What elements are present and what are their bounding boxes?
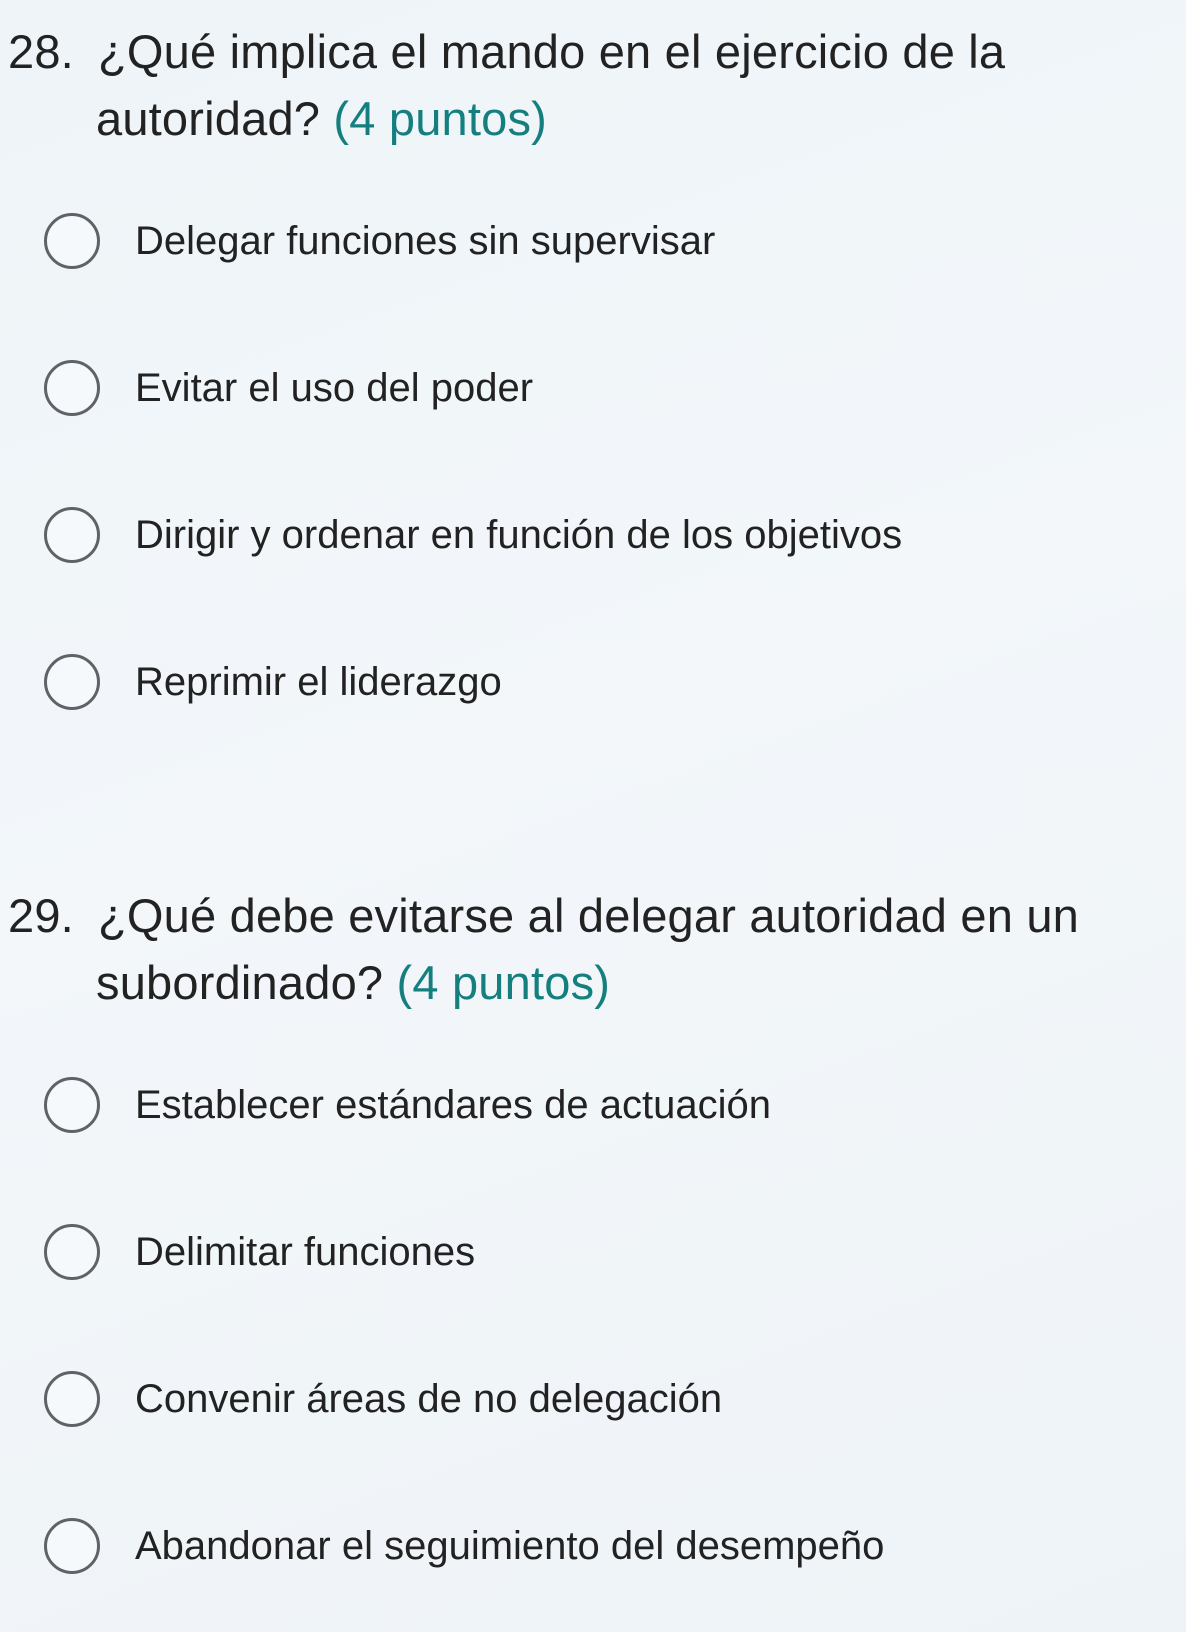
question-29-number: 29. — [8, 889, 74, 942]
question-28-text-line2: autoridad? — [96, 92, 321, 145]
question-28-number: 28. — [8, 25, 74, 78]
radio-button[interactable] — [44, 360, 100, 416]
q28-option-3[interactable] — [44, 505, 1144, 565]
radio-button[interactable] — [44, 507, 100, 563]
option-label: Delimitar funciones — [135, 1230, 476, 1274]
radio-button[interactable] — [44, 1371, 100, 1427]
radio-button[interactable] — [44, 213, 100, 269]
radio-button[interactable] — [44, 1224, 100, 1280]
q28-option-4[interactable] — [44, 652, 1144, 712]
option-label: Abandonar el seguimiento del desempeño — [135, 1524, 885, 1568]
option-label: Dirigir y ordenar en función de los objetivos — [135, 513, 903, 557]
question-28-line2 — [8, 85, 1168, 152]
option-label: Evitar el uso del poder — [135, 366, 534, 410]
q28-option-1[interactable] — [44, 211, 1144, 271]
q29-option-4[interactable] — [44, 1516, 1144, 1576]
question-29-title — [8, 882, 1168, 1016]
radio-button[interactable] — [44, 1077, 100, 1133]
question-29-points: (4 puntos) — [396, 956, 611, 1009]
radio-button[interactable] — [44, 654, 100, 710]
question-29-line2 — [8, 949, 1168, 1016]
option-label: Convenir áreas de no delegación — [135, 1377, 723, 1421]
question-28-title — [8, 18, 1168, 152]
q28-option-2[interactable] — [44, 358, 1144, 418]
q29-option-1[interactable] — [44, 1075, 1144, 1135]
radio-button[interactable] — [44, 1518, 100, 1574]
option-label: Reprimir el liderazgo — [135, 660, 502, 704]
q29-option-2[interactable] — [44, 1222, 1144, 1282]
question-28-points: (4 puntos) — [333, 92, 548, 145]
question-29-text-line2: subordinado? — [96, 956, 384, 1009]
q29-option-3[interactable] — [44, 1369, 1144, 1429]
question-29-text-line1: ¿Qué debe evitarse al delegar autoridad en un — [98, 889, 1079, 942]
question-28-text-line1: ¿Qué implica el mando en el ejercicio de la — [98, 25, 1006, 78]
option-label: Establecer estándares de actuación — [135, 1083, 771, 1127]
option-label: Delegar funciones sin supervisar — [135, 219, 716, 263]
